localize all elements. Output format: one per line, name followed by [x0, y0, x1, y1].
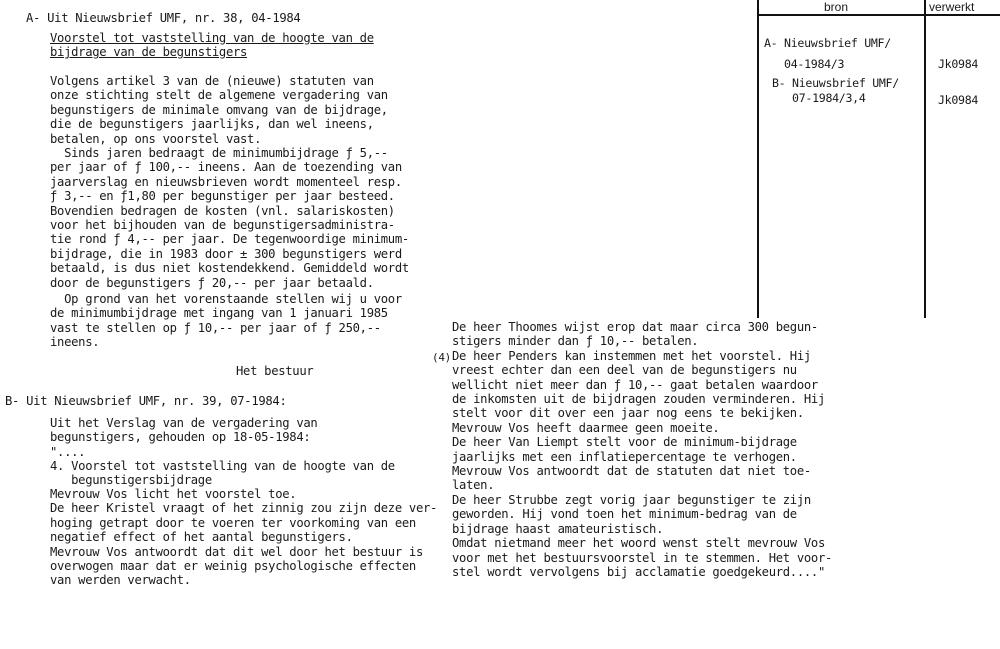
table-left-border — [757, 0, 759, 318]
margin-note-mark: (4) — [432, 351, 451, 364]
table-column-divider — [924, 0, 926, 318]
signature-board: Het bestuur — [236, 364, 314, 378]
agenda-item-4: 4. Voorstel tot vaststelling van de hoogte van de begunstigersbijdrage — [50, 459, 395, 488]
table-row-a-source-line1: A- Nieuwsbrief UMF/ — [764, 36, 891, 50]
table-row-a-verwerkt: Jk0984 — [938, 57, 979, 71]
table-row-a-source-line2: 04-1984/3 — [764, 57, 845, 71]
heading-source-a: A- Uit Nieuwsbrief UMF, nr. 38, 04-1984 — [26, 11, 301, 25]
table-header-bron: bron — [824, 0, 849, 14]
table-row-b-verwerkt: Jk0984 — [938, 93, 979, 107]
title-line-2: bijdrage van de begunstigers — [50, 45, 248, 59]
paragraph-proposal: Op grond van het vorenstaande stellen wij u voor de minimumbijdrage met ingang van 1 januari 1985 vast te stellen op ƒ 10,-- per jaar of ƒ 250,-- ineens. — [50, 292, 402, 350]
meeting-report-intro: Uit het Verslag van de vergadering van begunstigers, gehouden op 18-05-1984: ".... — [50, 416, 318, 459]
heading-source-b: B- Uit Nieuwsbrief UMF, nr. 39, 07-1984: — [5, 394, 287, 408]
title-line-1: Voorstel tot vaststelling van de hoogte van de — [50, 31, 374, 45]
paragraph-costs: Sinds jaren bedraagt de minimumbijdrage ƒ 5,-- per jaar of ƒ 100,-- ineens. Aan de toezending van jaarverslag en nieuwsbrieven wordt momenteel resp. ƒ 3,-- en ƒ1,80 per begunstiger per jaar besteed. Bovendien bedragen de kosten (vnl. salariskosten) voor het bijhouden van de begunstigersadministra- tie rond ƒ 4,-- per jaar. De tegenwoordige minimum- bijdrage, die in 1983 door ± 300 begunstigers werd betaald, is dus niet kostendekkend. Gemiddeld wordt door de begunstigers ƒ 20,-- per jaar betaald. — [50, 146, 409, 290]
minutes-right-column: De heer Thoomes wijst erop dat maar circa 300 begun- stigers minder dan ƒ 10,-- betalen. De heer Penders kan instemmen met het voorstel. Hij vreest echter dan een deel van de begunstigers nu wellicht niet meer dan ƒ 10,-- gaat betalen waardoor de inkomsten uit de bijdragen zouden verminderen. Hij stelt voor dit over een jaar nog eens te bekijken. Mevrouw Vos heeft daarmee geen moeite. De heer Van Liempt stelt voor de minimum-bijdrage jaarlijks met een inflatiepercentage te verhogen. Mevrouw Vos antwoordt dat de statuten dat niet toe- laten. De heer Strubbe zegt vorig jaar begunstiger te zijn geworden. Hij vond toen het minimum-bedrag van de bijdrage haast amateuristisch. Omdat nietmand meer het woord wenst stelt mevrouw Vos voor met het bestuursvoorstel in te stemmen. Het voor- stel wordt vervolgens bij acclamatie goedgekeurd...." — [452, 320, 833, 579]
paragraph-statutes: Volgens artikel 3 van de (nieuwe) statuten van onze stichting stelt de algemene vergadering van begunstigers de minimale omvang van de bijdrage, die de begunstigers jaarlijks, dan wel ineens, betalen, op ons voorstel vast. — [50, 74, 388, 146]
minutes-left-column: Mevrouw Vos licht het voorstel toe. De heer Kristel vraagt of het zinnig zou zijn deze ver- hoging getrapt door te voeren ter voorkoming van een negatief effect of het aantal begunstigers. Mevrouw Vos antwoordt dat dit wel door het bestuur is overwogen maar dat er weinig psychologische effecten van werden verwacht. — [50, 487, 438, 588]
table-header-divider — [757, 14, 1000, 16]
table-row-b-source-line1: B- Nieuwsbrief UMF/ — [772, 76, 899, 90]
table-header-verwerkt: verwerkt — [929, 0, 975, 14]
table-row-b-source-line2: 07-1984/3,4 — [772, 91, 866, 105]
